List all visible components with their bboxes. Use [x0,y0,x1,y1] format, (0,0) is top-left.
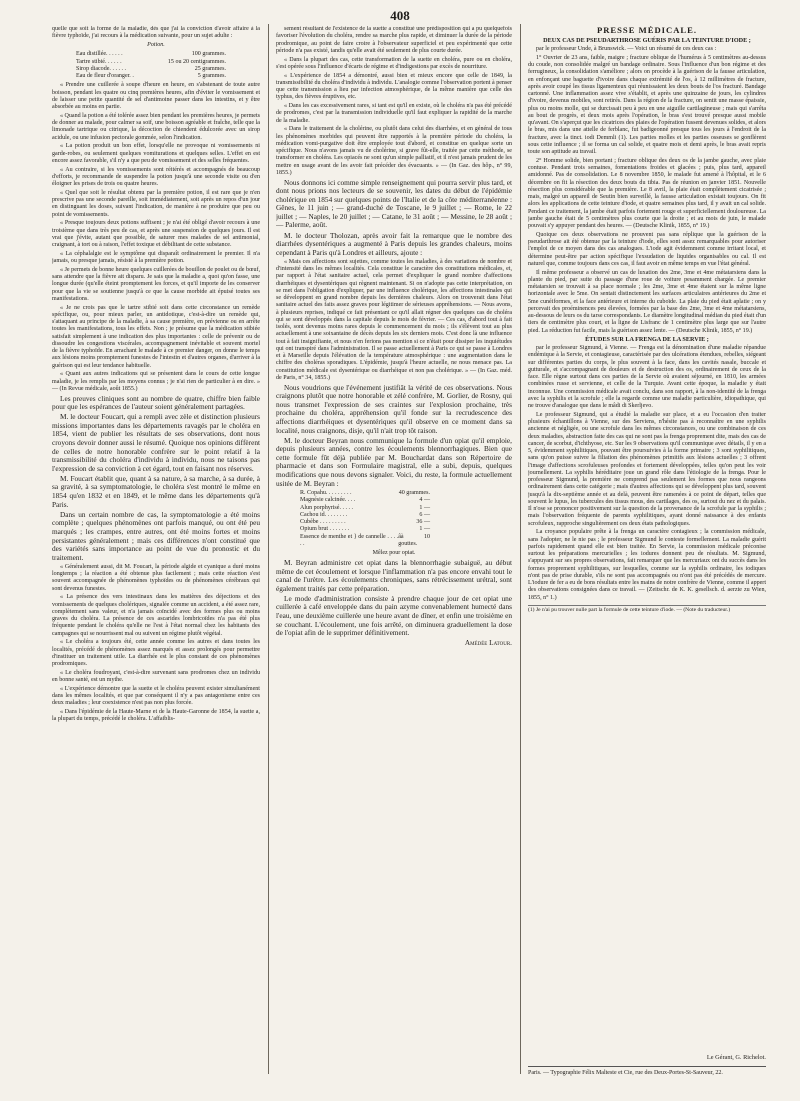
ingredient: R. Copahu. . . . . . . . . [300,490,352,497]
paragraph: 1° Ouvrier de 23 ans, faible, maigre ; fracture oblique de l'humérus à 5 centimètres au-dessus du coude, non consolidée malgré un bandage ordinaire. Sous l'influence d'un bon régime et des ferrugineux, la consolidation s'améliore ; alors on procède à la guérison de la fausse articulation, en enfonçant une baguette d'ivoire dans chaque extrémité de l'os, à 12 millimètres de fracture, après avoir coupé les tissus ligamenteux qui réunissaient les deux bouts de l'os fracturé. Bandage cartonné. Une inflammation assez vive s'établit, et après une quinzaine de jours, les cylindres d'ivoire, devenus mobiles, sont retirés. Dans la région de la fracture, on sentit une masse épaissie, plus ou moins molle, qui se durcissait peu à peu en une aiguille cartilagineuse ; mais qui s'arrêta au bout de progrès, et deux mois après l'opération, le bras s'est trouvé presque aussi mobile qu'avant. On s'aperçut que les cicatrices des plaies de l'opération fussent devenues solides, et alors le bras, mis dans une attelle de ferblanc, fut badigeonné presque tous les jours à l'endroit de la fracture, avec la tinct. iodi Demmli (1). Les parties molles et les parties osseuses se gonflèrent sous cette influence ; il se forma un cal solide, et quatre mois et demi après, le bras avait repris toute son aptitude au travail. [528,54,766,155]
ingredient: Cubèbe . . . . . . . . . [300,519,346,526]
quantity: 1 — [419,504,430,511]
quantity: 1 — [419,526,430,533]
gerant-line: Le Gérant, G. Richelot. [706,1054,766,1061]
paragraphs [528,55,766,335]
paragraph: Le professeur Sigmund, qui a étudié la maladie sur place, et a eu l'occasion d'en traiter plusieurs échantillons à Vienne, sur des Serviens, n'hésite pas à reconnaître en une syphilis ancienne et négligée, ou une scrofule dans les mêmes circonstances, ou une combinaison de ces deux maladies, abstraction faite des cas qui ne sont pas la frenga proprement dite, mais des cas de cancer, de scorbut, d'ichthyose, etc. Sur les 9 observations qu'il communique avec détails, il y en a 5, évidemment syphilitiques, pouvant être poursuivies à la forme primaire ; 3 sont syphilitiques, sans qu'on puisse suivre la filiation des phénomènes primitifs aux lésions actuelles ; 3 offrent l'image d'affections scrofuleuses profondes et fortement développées, telles qu'on peut les voir journellement. La syphilis héréditaire joue un grand rôle dans l'étiologie de la frenga. Pour le professeur Sigmund, la première ne comprend pas seulement les formes que nous rangeons ordinairement dans cette catégorie ; mais d'autres affections qui se développent plus tard, souvent jusqu'à la dix-septième année et au delà, peuvent être ramenées à ce point de départ, telles que souvent le lupus, les tubercules des tissus mous, des cartilages, des os, surtout du nez et du palais. Il n'ose se prononcer positivement sur la question de la provenance de la scrofule par la syphilis ; mais l'observation fréquente de parents syphilitiques, ayant donné naissance à des enfants scrofuleux, rapproche singulièrement ces deux états pathologiques. [528,411,766,527]
paragraphs [276,26,512,177]
paragraph: « Quel que soit le résultat obtenu par la première potion, il est rare que je n'en prescrive pas une seconde pareille, soit immédiatement, soit après un repos d'un jour en distinguant les doses, suivant l'indication, de manière à ne produire que peu ou point de vomissements. [52,189,260,218]
ingredient: Opium brut . . . . . . . [300,526,350,533]
paragraph: « Je permets de bonne heure quelques cuillerées de bouillon de poulet ou de bœuf, sans attendre que la fièvre ait disparu. Je sais que la maladie a, quoi qu'on fasse, une longue durée (qu'elle éteint promptement les forces, et qu'il importe de les conserver pour que la vie se soutienne jusqu'à ce que la cause morbide ait épuisé toutes ses manifestations. [52,266,260,302]
paragraph: « Généralement aussi, dit M. Foucart, la période algide et cyanique a duré moins longtemps ; la réaction a été obtenue plus facilement ; mais cette réaction s'est souvent accompagnée de phénomènes typhoïdes ou de phénomènes cérébraux qui sont devenus funestes. [52,563,260,592]
printer-line: Paris. — Typographie Félix Malteste et Cie, rue des Deux-Portes-St-Sauveur, 22. [528,1070,723,1076]
ingredient: Alun porphyrisé. . . . . [300,504,354,511]
article-heading: DEUX CAS DE PSEUDARTHROSE GUÉRIS PAR LA TEINTURE D'IODE ; [543,37,751,45]
paragraph: « Dans la plupart des cas, cette transformation de la suette en choléra, pure ou en choléra, s'est opérée sous l'influence d'écarts de régime et d'indigestions par excès de nourriture. [276,56,512,70]
column-2 [276,26,512,1076]
divider [528,1066,766,1067]
quantity: 100 grammes. [191,51,226,58]
formula-row [76,51,226,58]
paragraph: M. Beyran administre cet opiat dans la blennorrhagie subaiguë, au début même de cet écoulement et lorsque l'inflammation n'a pas encore envahi tout le canal de l'urètre. Les écoulements chroniques, sans rétrécissement urétral, sont également traités par cette préparation. [276,557,512,593]
formula-row [76,66,226,73]
paragraph: « Je ne crois pas que le tartre stibié soit dans cette circonstance un remède spécifique, ou, pour mieux parler, un antidotique, c'est-à-dire un remède qui, s'attaquant au principe de la maladie, à sa cause première, en prévienne ou en arrête toutes les manifestations, tous les effets. Non ; je présume que la médication stibiée satisfait simplement à une indication des plus importantes : celle de prévenir ou de dissoudre les congestions viscérales, accompagnement inévitable et souvent mortel de la fièvre typhoïde. En arrachant le malade à ce premier danger, on donne le temps aux lésions moins promptement funestes de l'intestin et d'autres organes, d'arriver à la guérison qui est leur tendance habituelle. [52,304,260,369]
paragraph: Le mode d'administration consiste à prendre chaque jour de cet opiat une cuillerée à café enveloppée dans du pain azyme convenablement humecté dans l'eau, une deuxième cuillerée une heure avant de dîner, et enfin une troisième en se couchant. L'écoulement, une fois arrêté, on diminuera graduellement la dose de l'opiat afin de le supprimer définitivement. [276,593,512,638]
ingredient: Cachou id. . . . . . . . [300,511,348,518]
quantity: 6 — [419,511,430,518]
paragraph: Quoique ces deux observations ne prouvent pas sans réplique que la guérison de la pseudarthrose ait été obtenue par la teinture d'iode, elles sont assez remarquables pour autoriser l'emploi de ce moyen dans des cas analogues. L'iode agit évidemment comme irritant local, et détermine peut-être par action spécifique l'exsudation de liquides organisables ou cal. Il est naturel que, comme toujours dans ces cas, il faut avoir en même temps en vue l'état général. [528,231,766,267]
column-divider [520,24,521,1074]
paragraph: « Dans les cas excessivement rares, si tant est qu'il en existe, où le choléra n'a pas été précédé de prodromes, c'est par la transmission individuelle qu'il faut expliquer la rapidité de la marche de la maladie. [276,103,512,124]
paragraph: « Dans l'épidémie de la Haute-Marne et de la Haute-Garonne de 1854, la suette a, la plupart du temps, précédé le choléra. L'affaiblis- [52,709,260,723]
column-1 [52,26,260,1076]
formula-row [300,497,430,504]
paragraphs [528,412,766,602]
paragraph: 2° Homme solide, bien portant ; fracture oblique des deux os de la jambe gauche, avec plaie contuse. Pendant trois semaines, fomentations froides et glacées ; puis, plus tard, appareil amidonné. Pas de consolidation. Le 8 novembre 1850, le malade fut amené à l'hôpital, et le 6 décembre on fit la résection des deux bouts du tibia. Pas de réunion en janvier 1851. Nouvelle résection plus considérable que la première. Le 8 avril, la plaie était complètement cicatrisée ; mais, malgré un appareil de Seutin bien surveillé, la fausse articulation existait toujours. On fit alors les applications de cette teinture d'iode, et quatre semaines plus tard, il y avait un cal solide. Pendant ce traitement, la jambe était parfois fortement rouge et superficiellement douloureuse. La jambe gauche était de 5 centimètres plus courte que la droite ; et au mois de juin, le malade pouvait s'y appuyer pendant des heures. — (Deutsche Klinik, 1855, n° 19.) [528,157,766,229]
paragraph: « Le choléra foudroyant, c'est-à-dire survenant sans prodromes chez un individu en bonne santé, est un mythe. [52,669,260,684]
column-3 [528,26,766,1076]
paragraph: Il même professeur a observé un cas de luxation des 2me, 3me et 4me métatarsiens dans la plante du pied, par suite du passage d'une roue de voiture pesamment chargée. Le premier métatarsien se trouvait à sa place normale ; les 2me, 3me et 4me étaient sur la même ligne horizontale avec le 5me. On sentait distinctement les surfaces articulaires antérieures du 2me et 5me cunéiformes, et la face antérieure et interne du cuboïde. La plaie du pied était aplatie ; on y percevait des proéminences peu élevées, formées par la base des 2me, 3me et 4me métatarsiens, au-dessous de leurs os du tarse correspondants. Le diamètre longitudinal médian du pied était d'un tiers de centimètre plus court, et la ligne de Lisfranc de 1 centimètre plus large que sur l'autre pied. La réduction fut facile, mais la guérison assez lente. — (Deutsche Klinik, 1855, n° 19.) [528,269,766,334]
section-title: PRESSE MÉDICALE. [596,26,698,35]
paragraph: M. le docteur Beyran nous communique la formule d'un opiat qu'il emploie, depuis plusieurs années, contre les écoulements blennorrhagiques. Bien que cette formule fût déjà publiée par M. Bouchardat dans son Répertoire de pharmacie et dans son Formulaire magistral, elle a subi, depuis, quelques modifications que nous devons signaler. Voici, du reste, la formule actuellement usitée de M. Beyran : [276,435,512,488]
formula-row [300,519,430,526]
paragraph: M. le docteur Tholozan, après avoir fait la remarque que le nombre des diarrhées dysentériques a augmenté à Paris depuis les grandes chaleurs, moins cependant à Paris qu'à Londres et ailleurs, ajoute : [276,230,512,257]
paragraph: Les preuves cliniques sont au nombre de quatre, chiffre bien faible pour que les espérances de l'auteur soient généralement partagées. [52,393,260,412]
paragraph: « L'expérience de 1854 a démontré, aussi bien et mieux encore que celle de 1849, la transmissibilité du choléra d'individu à individu. L'analogie comme l'observation portent à penser que cette transmission a lieu par infection atmosphérique, de la même manière que celle des typhus, des fièvres éruptives, etc. [276,72,512,101]
intro-paragraph: quelle que soit la forme de la maladie, dès que j'ai la conviction d'avoir affaire à la fièvre typhoïde, j'ai recours à la médication suivante, pour un sujet adulte : [52,26,260,40]
paragraph: « Dans le traitement de la cholérine, ou plutôt dans celui des diarrhées, et en général de tous les phénomènes morbides qui peuvent être rapportés à la première période du choléra, la médication vomi-purgative doit être employée tout d'abord, et constitue en quelque sorte un spécifique. Nous n'avons jamais vu de cholérine, si grave fût-elle, traitée par cette méthode, se transformer en choléra. Les opiacés ne sont qu'un simple palliatif, et il n'est jamais prudent de les mettre en usage avant de les avoir fait précéder des évacuants. » — (In Gaz. des hôp., n° 99, 1855.) [276,126,512,176]
quantity: âà 10 gouttes. [398,533,430,547]
large-paragraphs [276,384,512,489]
paragraphs [276,259,512,382]
paragraph: Nous donnons ici comme simple renseignement qui pourra servir plus tard, et dont nous prions nos lecteurs de se souvenir, les dates du début de l'épidémie cholérique en 1854 sur quelques points de l'Italie et de la côte méditerranéenne : Gênes, le 11 juin ; — grand-duché de Toscane, le 9 juillet ; — Rome, le 22 juillet ; — Naples, le 20 juillet ; — Catane, le 31 août ; — Messine, le 28 août ; — Palerme, août. [276,177,512,230]
formula-row [76,59,226,66]
paragraph: « Quand la potion a été tolérée assez bien pendant les premières heures, je permets de donner au malade, pour calmer sa soif, une boisson agréable et fraîche, telle que la limonade tartrique ou citrique, la décoction de chiendent édulcorée avec un sirop acidule, ou une infusion pectorale gommée, selon l'indication. [52,112,260,141]
paragraph: « Mais ces affections sont sujettes, comme toutes les maladies, à des variations de nombre et d'intensité dans les mêmes localités. Cela constitue le caractère des constitutions médicales, et, par rapport à l'état sanitaire actuel, cela permet d'expliquer le grand nombre d'affections diarrhéiques et dysentériques qui règnent maintenant. Si on n'adopte pas cette interprétation, on se met dans l'obligation d'expliquer, par une influence cholérique, les affections intestinales qui se développent en grand nombre depuis les dernières chaleurs. Alors on trouverait dans l'état sanitaire actuel des faits assez graves pour légitimer de sérieuses appréhensions. — Nous avons, à plusieurs reprises, indiqué ce fait présentant ce qu'il allait régner des quelques cas de choléra qui se sont développés dans la capitale depuis le mois de février. — Ces cas, d'abord tout à fait isolés, sont devenus moins rares depuis le commencement du mois ; ils s'élèvent tout au plus actuellement à une soixantaine de décès depuis les six derniers mois. C'est donc là une influence tout à fait insignifiante, et nous n'en ferions pas mention si ce n'était pour dissiper les inquiétudes qui ont transpiré dans l'administration. Il se passe actuellement à Paris ce qui se passe à Londres et à Marseille depuis l'élévation de la température atmosphérique : une augmentation dans le chiffre des choléras sporadiques. L'épidémie, jusqu'à l'heure actuelle, ne nous menace pas. La constitution médicale est dysentérique ou diarrhéique et non pas cholérique. » — (In Gaz. méd. de Paris, n° 34, 1855.) [276,258,512,381]
paragraph: « L'expérience démontre que la suette et le choléra peuvent exister simultanément dans les mêmes localités, et que par conséquent il n'y a pas antagonisme entre ces deux maladies ; leur coexistence n'est pas non plus forcée. [52,685,260,707]
article-author: par le professeur Sigmund, à Vienne. — Frenga est la dénomination d'une maladie répandue endémique à la Servie, et contagieuse, caractérisée par des ulcérations étendues, rebelles, siégeant sur différentes parties du corps, le plus souvent à la face, dans les cavités nasale, buccale et gutturale, et s'accompagnant de douleurs et de destruction des os, ordinairement de ceux de la face. Elle règne surtout dans ces parties de la Servie où avaient séjourné, en 1810, les armées combinées russe et servienne, et celle de la Turquie. Avant cette époque, la maladie y était inconnue. Une commission médicale avait conclu, dans son rapport, à la non-identité de la frenga avec la syphilis et la scrofule ; elle la regarde comme une maladie particulière, idiopathique, qui ne trouve d'analogue que dans le mâdi di Skerljevo. [528,345,766,409]
paragraph: « Le choléra a toujours été, cette année comme les autres et dans toutes les localités, précédé de phénomènes assez marqués et assez prolongés pour permettre d'instituer un traitement utile. La diarrhée est le plus constant de ces phénomènes prodromiques. [52,639,260,668]
paragraph: « Prendre une cuillerée à soupe d'heure en heure, en s'abstenant de toute autre boisson, pendant les quatre ou cinq premières heures, afin d'éviter le vomissement et de laisser une petite quantité de sel d'antimoine passer dans les intestins, et y être absorbée au moins en partie. [52,82,260,110]
formula-row [300,512,430,519]
footnote: (1) Je n'ai pu trouver nulle part la formule de cette teinture d'iode. — (Note du traducteur.) [528,605,766,614]
opiat-formula [300,490,512,548]
signature: Amédée Latour. [464,638,512,648]
ingredient: Magnésie calcinée. . . . [300,497,356,504]
formula-end: Mêlez pour opiat. [372,550,416,557]
paragraphs [52,564,260,724]
page-number: 408 [390,8,410,23]
quantity: 4 — [419,497,430,504]
ingredient: Essence de menthe et } de cannelle . . . . . . [300,533,399,547]
paragraphs [52,82,260,393]
article-heading: ÉTUDES SUR LA FRENGA DE LA SERVIE ; [585,336,709,344]
large-paragraphs [276,559,512,638]
ingredient: Tartre stibié. . . . . . [76,58,122,65]
paragraph: « Quant aux autres indications qui se présentent dans le cours de cette longue maladie, je les remplis par les moyens connus ; je n'ai rien de particulier à en dire. » — (In Revue médicale, août 1855.) [52,371,260,392]
quantity: 36 — [416,519,430,526]
paragraph: sement résultant de l'existence de la suette a constitué une prédisposition qui a pu quelquefois favoriser l'évolution du choléra, rendre sa marche plus rapide, et diminuer la durée de la période prodromique, au point de faire croire à l'observateur superficiel et peu expérimenté que cette période n'a pas existé, tandis qu'elle avait été seulement de plus courte durée. [276,26,512,54]
paragraph: « Au contraire, si les vomissements sont réitérés et accompagnés de beaucoup d'efforts, je recommande de suspendre la potion jusqu'à une seconde visite ou d'en éloigner les prises de trois ou quatre heures. [52,166,260,187]
potion-formula [76,51,260,80]
column-divider [268,24,269,1074]
paragraph: Dans un certain nombre de cas, la symptomatologie a été moins complète ; quelques phénomènes ont parfois manqué, ou ont été peu marqués ; les crampes, entre autres, ont été moins fortes et moins persistantes généralement ; mais ces différences n'ont constitué que des variétés sans importance au point de vue du pronostic et du traitement. [52,509,260,562]
quantity: 25 grammes. [194,65,226,72]
quantity: 40 grammes. [398,490,430,497]
paragraph: « La céphalalgie est le symptôme qui disparaît ordinairement le premier. Il n'a jamais, ou presque jamais, résisté à la première potion. [52,250,260,264]
potion-title: Potion. [147,42,165,48]
paragraph: « La présence des vers intestinaux dans les matières des déjections et des vomissements de quelques cholériques, signalée comme un accident, a été assez rare, complètement sans valeur, et n'a jamais coïncidé avec des formes plus ou moins graves du choléra. La présence de ces ascarides lombricoïdes n'a pas été plus fréquente pendant le choléra qu'elle ne l'est à l'état normal chez les habitants des campagnes qui se nourrissent mal ou suivent un régime plutôt végétal. [52,594,260,637]
paragraph: La croyance populaire prête à la frenga un caractère contagieux ; la commission médicale, sans l'adopter, ne le nie pas ; le professeur Sigmund le conteste formellement. La maladie guérit parfois rapidement quand elle est bien traitée. En Servie, la commission médicale préconise surtout les préparations mercurielles ; les iodures donnent peu de résultats. M. Sigmund, s'appuyant sur ses propres observations, fait remarquer que les mercuriaux ont du succès dans les formes proprement syphilitiques, sur lesquelles, comme sur la syphilis ordinaire, les iodiques n'ont pas de prise durable, s'ils ne sont pas accompagnés ou n'ont pas été précédés de mercure. L'iodure de fer a eu de bons résultats entre les mains de notre confrère de Vienne, comme il appert des observations consignées dans ce travail. — (Zeitschr. de K. K. gesellsch. d. aerzte zu Wien, 1855, n° 1.) [528,529,766,601]
quantity: 15 ou 20 centigrammes. [167,58,226,65]
article-author: par le professeur Unde, à Brunswick. — Voici un résumé de ces deux cas : [536,46,717,52]
formula-row [300,526,430,533]
formula-row [76,73,226,80]
ingredient: Eau distillée. . . . . . [76,51,123,58]
ingredient: Sirop diacode. . . . . . [76,65,127,72]
ingredient: Eau de fleur d'oranger. . [76,73,134,79]
paragraph: « Presque toujours deux potions suffisent ; je n'ai été obligé d'avoir recours à une troisième que dans très peu de cas, et après une suspension de quelques jours. Il est vrai que j'évite, autant que possible, de saturer mes malades de sel antimonial, craignant, à tort ou à raison, l'effet toxique et débilitant de cette substance. [52,220,260,248]
large-paragraphs [52,395,260,563]
formula-row [300,505,430,512]
paragraph: M. Foucart établit que, quant à sa nature, à sa marche, à sa durée, à sa gravité, à sa symptomatologie, le choléra s'est montré le même en 1854 qu'en 1832 et en 1849, et le même dans les départements qu'à Paris. [52,473,260,509]
paragraph: « La potion produit un bon effet, lorsqu'elle ne provoque ni vomissements ni garde-robes, ou seulement quelques vomiturations et quelques selles. L'effet en est encore assez favorable, s'il n'y a que peu de vomissement et des selles fréquentes. [52,143,260,164]
formula-row [300,490,430,497]
large-paragraphs [276,179,512,258]
paragraph: M. le docteur Foucart, qui a rempli avec zèle et distinction plusieurs missions importantes dans les départements ravagés par le choléra en 1854, vient de publier les résultats de ses observations, dont nous croyons devoir donner aussi le résumé. Quoique nos opinions diffèrent de celles de notre honorable confrère sur le point relatif à la transmissibilité du choléra d'individu à individu, nous ne taisons pas l'expression de sa conviction à cet égard, tout en faisant nos réserves. [52,412,260,473]
quantity: 5 grammes. [197,73,226,79]
paragraph: Nous voudrions que l'événement justifiât la vérité de ces observations. Nous craignons plutôt que notre honorable et zélé confrère, M. Gorlier, de Rosny, qui nous transmet l'expression de ses craintes sur l'explosion prochaine, très prochaine du choléra, appréhension qu'il fonde sur la recrudescence des affections diarrhéiques et dysentériques qu'il observe en ce moment dans sa localité, nous craignons, disje, qu'il n'ait trop tôt raison. [276,382,512,435]
formula-row [300,534,430,549]
